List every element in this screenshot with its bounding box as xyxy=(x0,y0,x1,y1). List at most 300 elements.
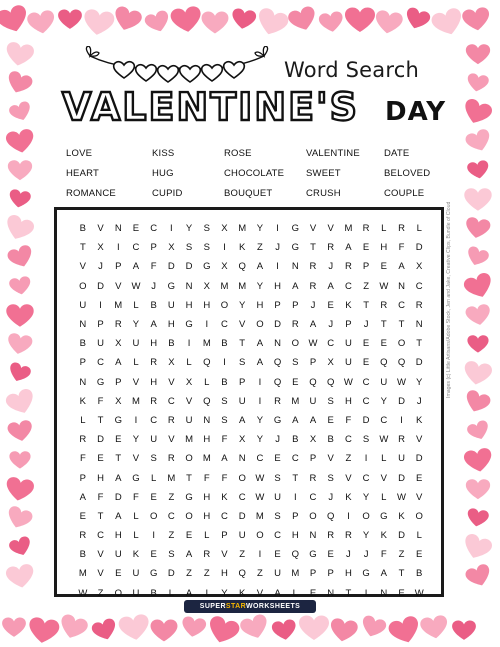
grid-letter[interactable]: H xyxy=(274,280,282,292)
grid-letter[interactable]: R xyxy=(150,395,158,407)
grid-letter[interactable]: L xyxy=(416,530,422,542)
grid-letter[interactable]: R xyxy=(327,242,335,254)
grid-letter[interactable]: Z xyxy=(97,587,104,599)
grid-letter[interactable]: O xyxy=(79,280,87,292)
grid-letter[interactable]: F xyxy=(203,472,210,484)
grid-letter[interactable]: E xyxy=(150,491,157,503)
grid-letter[interactable]: U xyxy=(132,587,140,599)
grid-letter[interactable]: V xyxy=(168,434,175,446)
grid-letter[interactable]: R xyxy=(167,414,175,426)
grid-letter[interactable]: K xyxy=(132,549,140,561)
grid-letter[interactable]: C xyxy=(291,453,299,465)
grid-letter[interactable]: M xyxy=(220,280,229,292)
grid-letter[interactable]: B xyxy=(79,338,87,350)
grid-letter[interactable]: E xyxy=(362,357,370,369)
grid-letter[interactable]: A xyxy=(239,414,246,426)
grid-letter[interactable]: B xyxy=(79,549,87,561)
grid-letter[interactable]: C xyxy=(256,453,264,465)
grid-letter[interactable]: C xyxy=(309,491,317,503)
grid-letter[interactable]: B xyxy=(168,338,175,350)
grid-letter[interactable]: Q xyxy=(397,357,406,369)
grid-letter[interactable]: O xyxy=(362,510,370,522)
grid-letter[interactable]: R xyxy=(398,223,405,235)
grid-letter[interactable]: G xyxy=(380,510,388,522)
grid-letter[interactable]: N xyxy=(291,261,299,273)
grid-letter[interactable]: O xyxy=(149,510,158,522)
grid-letter[interactable]: Z xyxy=(363,280,369,292)
grid-letter[interactable]: P xyxy=(79,472,87,484)
grid-letter[interactable]: V xyxy=(97,223,104,235)
grid-letter[interactable]: L xyxy=(133,530,139,542)
grid-letter[interactable]: C xyxy=(362,376,370,388)
grid-letter[interactable]: X xyxy=(309,434,317,446)
grid-letter[interactable]: G xyxy=(273,414,282,426)
grid-letter[interactable]: D xyxy=(185,261,193,273)
grid-letter[interactable]: R xyxy=(79,434,87,446)
grid-letter[interactable]: C xyxy=(167,395,175,407)
grid-letter[interactable]: U xyxy=(238,530,246,542)
grid-letter[interactable]: E xyxy=(79,510,87,522)
grid-letter[interactable]: H xyxy=(291,530,299,542)
grid-letter[interactable]: B xyxy=(327,434,334,446)
grid-letter[interactable]: Y xyxy=(362,530,370,542)
grid-letter[interactable]: D xyxy=(238,510,246,522)
grid-letter[interactable]: I xyxy=(170,223,173,235)
grid-letter[interactable]: B xyxy=(150,587,157,599)
grid-letter[interactable]: H xyxy=(256,299,264,311)
grid-letter[interactable]: S xyxy=(203,242,210,254)
grid-letter[interactable]: R xyxy=(79,530,87,542)
grid-letter[interactable]: T xyxy=(345,587,352,599)
grid-letter[interactable]: M xyxy=(238,280,247,292)
grid-letter[interactable]: P xyxy=(345,319,352,331)
grid-letter[interactable]: T xyxy=(398,319,405,331)
grid-letter[interactable]: N xyxy=(185,280,193,292)
grid-letter[interactable]: U xyxy=(344,357,352,369)
grid-letter[interactable]: G xyxy=(203,261,211,273)
grid-letter[interactable]: Y xyxy=(380,395,387,407)
grid-letter[interactable]: C xyxy=(362,395,370,407)
grid-letter[interactable]: W xyxy=(414,587,424,599)
grid-letter[interactable]: L xyxy=(168,587,175,599)
grid-letter[interactable]: F xyxy=(398,242,405,254)
grid-letter[interactable]: R xyxy=(398,434,405,446)
grid-letter[interactable]: P xyxy=(292,510,299,522)
grid-letter[interactable]: H xyxy=(203,491,211,503)
grid-letter[interactable]: S xyxy=(150,453,157,465)
grid-letter[interactable]: F xyxy=(133,491,139,503)
grid-letter[interactable]: Y xyxy=(132,319,140,331)
grid-letter[interactable]: Q xyxy=(273,357,282,369)
grid-letter[interactable]: J xyxy=(328,319,334,331)
grid-letter[interactable]: M xyxy=(78,568,87,580)
grid-letter[interactable]: L xyxy=(80,414,86,426)
grid-letter[interactable]: F xyxy=(221,472,228,484)
grid-letter[interactable]: E xyxy=(274,453,281,465)
grid-letter[interactable]: G xyxy=(96,376,105,388)
grid-letter[interactable]: R xyxy=(380,299,388,311)
grid-letter[interactable]: E xyxy=(416,472,423,484)
grid-letter[interactable]: R xyxy=(415,299,423,311)
grid-letter[interactable]: P xyxy=(292,299,299,311)
grid-letter[interactable]: D xyxy=(415,453,423,465)
grid-letter[interactable]: X xyxy=(115,395,122,407)
grid-letter[interactable]: W xyxy=(397,491,406,503)
grid-letter[interactable]: T xyxy=(292,472,299,484)
grid-letter[interactable]: I xyxy=(400,414,403,426)
grid-letter[interactable]: X xyxy=(221,223,228,235)
grid-letter[interactable]: I xyxy=(258,549,262,561)
grid-letter[interactable]: J xyxy=(151,280,157,292)
grid-letter[interactable]: R xyxy=(167,453,175,465)
grid-letter[interactable]: J xyxy=(328,261,334,273)
grid-letter[interactable]: V xyxy=(416,491,423,503)
grid-letter[interactable]: Q xyxy=(238,568,246,580)
grid-letter[interactable]: A xyxy=(256,357,264,369)
grid-letter[interactable]: F xyxy=(221,434,228,446)
grid-letter[interactable]: L xyxy=(381,453,387,465)
grid-letter[interactable]: G xyxy=(132,472,140,484)
grid-letter[interactable]: H xyxy=(380,242,388,254)
grid-letter[interactable]: S xyxy=(274,472,281,484)
grid-letter[interactable]: B xyxy=(150,299,157,311)
grid-letter[interactable]: Y xyxy=(239,299,246,311)
grid-letter[interactable]: D xyxy=(274,319,282,331)
grid-letter[interactable]: K xyxy=(345,491,352,503)
grid-letter[interactable]: G xyxy=(114,414,122,426)
grid-letter[interactable]: E xyxy=(132,223,140,235)
grid-letter[interactable]: X xyxy=(327,357,334,369)
grid-letter[interactable]: R xyxy=(274,395,282,407)
grid-letter[interactable]: H xyxy=(167,319,175,331)
grid-letter[interactable]: Q xyxy=(203,357,211,369)
grid-letter[interactable]: D xyxy=(167,261,175,273)
grid-letter[interactable]: L xyxy=(133,510,139,522)
grid-letter[interactable]: P xyxy=(79,357,87,369)
grid-letter[interactable]: U xyxy=(309,395,317,407)
grid-letter[interactable]: I xyxy=(293,491,297,503)
grid-letter[interactable]: D xyxy=(114,491,122,503)
grid-letter[interactable]: V xyxy=(115,280,122,292)
grid-letter[interactable]: I xyxy=(364,453,368,465)
grid-letter[interactable]: N xyxy=(309,530,317,542)
grid-letter[interactable]: L xyxy=(186,357,192,369)
grid-letter[interactable]: I xyxy=(276,261,279,273)
grid-letter[interactable]: D xyxy=(415,242,423,254)
grid-letter[interactable]: C xyxy=(150,223,158,235)
grid-letter[interactable]: S xyxy=(274,510,281,522)
grid-letter[interactable]: M xyxy=(132,395,140,407)
grid-letter[interactable]: J xyxy=(328,491,334,503)
grid-letter[interactable]: C xyxy=(97,357,104,369)
grid-letter[interactable]: P xyxy=(115,261,122,273)
grid-letter[interactable]: X xyxy=(416,261,423,273)
grid-letter[interactable]: U xyxy=(167,299,175,311)
grid-letter[interactable]: C xyxy=(167,510,175,522)
grid-letter[interactable]: R xyxy=(344,261,352,273)
grid-letter[interactable]: H xyxy=(150,338,158,350)
grid-letter[interactable]: E xyxy=(150,549,157,561)
grid-letter[interactable]: M xyxy=(202,453,211,465)
grid-letter[interactable]: T xyxy=(310,242,316,254)
grid-letter[interactable]: C xyxy=(415,280,423,292)
grid-letter[interactable]: T xyxy=(398,568,405,580)
grid-letter[interactable]: I xyxy=(223,357,226,369)
grid-letter[interactable]: P xyxy=(274,299,281,311)
grid-letter[interactable]: R xyxy=(344,530,352,542)
grid-letter[interactable]: M xyxy=(167,472,176,484)
grid-letter[interactable]: C xyxy=(344,280,352,292)
grid-letter[interactable]: M xyxy=(291,568,300,580)
grid-letter[interactable]: N xyxy=(79,376,87,388)
grid-letter[interactable]: P xyxy=(309,453,317,465)
grid-letter[interactable]: M xyxy=(344,223,353,235)
grid-letter[interactable]: V xyxy=(79,261,87,273)
grid-letter[interactable]: V xyxy=(327,223,334,235)
grid-letter[interactable]: P xyxy=(327,568,334,580)
grid-letter[interactable]: Z xyxy=(168,530,175,542)
grid-letter[interactable]: Y xyxy=(416,376,423,388)
grid-letter[interactable]: B xyxy=(292,434,299,446)
grid-letter[interactable]: E xyxy=(327,549,334,561)
grid-letter[interactable]: C xyxy=(362,472,370,484)
grid-letter[interactable]: G xyxy=(185,319,193,331)
grid-letter[interactable]: J xyxy=(363,319,369,331)
grid-letter[interactable]: A xyxy=(345,242,352,254)
grid-letter[interactable]: T xyxy=(79,242,86,254)
grid-letter[interactable]: O xyxy=(415,510,423,522)
grid-letter[interactable]: Y xyxy=(256,434,264,446)
grid-letter[interactable]: H xyxy=(221,568,228,580)
grid-letter[interactable]: I xyxy=(116,242,120,254)
grid-letter[interactable]: X xyxy=(239,434,246,446)
grid-letter[interactable]: E xyxy=(309,587,317,599)
grid-letter[interactable]: E xyxy=(327,414,334,426)
grid-letter[interactable]: V xyxy=(380,472,387,484)
grid-letter[interactable]: V xyxy=(185,395,193,407)
grid-letter[interactable]: R xyxy=(203,549,211,561)
grid-letter[interactable]: E xyxy=(185,530,193,542)
grid-letter[interactable]: M xyxy=(291,395,300,407)
grid-letter[interactable]: N xyxy=(274,338,282,350)
grid-letter[interactable]: B xyxy=(416,568,423,580)
grid-letter[interactable]: D xyxy=(97,434,104,446)
grid-letter[interactable]: O xyxy=(256,530,264,542)
grid-letter[interactable]: W xyxy=(255,491,265,503)
grid-letter[interactable]: S xyxy=(327,395,334,407)
grid-letter[interactable]: C xyxy=(221,319,228,331)
grid-letter[interactable]: H xyxy=(97,472,104,484)
grid-letter[interactable]: D xyxy=(398,395,405,407)
grid-letter[interactable]: W xyxy=(131,280,141,292)
grid-letter[interactable]: F xyxy=(97,395,104,407)
grid-letter[interactable]: E xyxy=(292,376,299,388)
grid-letter[interactable]: O xyxy=(114,587,122,599)
grid-letter[interactable]: O xyxy=(309,510,317,522)
grid-letter[interactable]: S xyxy=(203,223,210,235)
grid-letter[interactable]: E xyxy=(115,434,122,446)
grid-letter[interactable]: H xyxy=(114,530,122,542)
grid-letter[interactable]: N xyxy=(114,223,122,235)
grid-letter[interactable]: E xyxy=(327,299,334,311)
grid-letter[interactable]: K xyxy=(239,587,246,599)
grid-letter[interactable]: X xyxy=(97,242,104,254)
grid-letter[interactable]: H xyxy=(344,395,352,407)
grid-letter[interactable]: A xyxy=(309,414,317,426)
grid-letter[interactable]: N xyxy=(203,414,211,426)
grid-letter[interactable]: J xyxy=(310,299,316,311)
grid-letter[interactable]: R xyxy=(114,319,122,331)
grid-letter[interactable]: J xyxy=(98,261,103,273)
grid-letter[interactable]: L xyxy=(133,299,139,311)
grid-letter[interactable]: U xyxy=(238,395,246,407)
grid-letter[interactable]: Y xyxy=(256,223,264,235)
grid-letter[interactable]: Z xyxy=(345,453,352,465)
grid-letter[interactable]: D xyxy=(415,357,423,369)
grid-letter[interactable]: Q xyxy=(327,376,335,388)
grid-letter[interactable]: E xyxy=(362,242,370,254)
grid-letter[interactable]: I xyxy=(223,242,226,254)
grid-letter[interactable]: T xyxy=(380,319,387,331)
grid-letter[interactable]: S xyxy=(185,242,193,254)
grid-letter[interactable]: C xyxy=(97,530,104,542)
grid-letter[interactable]: O xyxy=(185,453,193,465)
grid-letter[interactable]: U xyxy=(79,299,87,311)
grid-letter[interactable]: A xyxy=(292,280,299,292)
grid-letter[interactable]: P xyxy=(115,376,122,388)
grid-letter[interactable]: G xyxy=(291,242,299,254)
grid-letter[interactable]: R xyxy=(309,261,317,273)
grid-letter[interactable]: A xyxy=(185,587,193,599)
grid-letter[interactable]: X xyxy=(115,338,122,350)
grid-letter[interactable]: H xyxy=(203,434,211,446)
grid-letter[interactable]: L xyxy=(416,223,422,235)
grid-letter[interactable]: W xyxy=(379,280,389,292)
grid-letter[interactable]: M xyxy=(114,299,123,311)
grid-letter[interactable]: A xyxy=(115,472,122,484)
grid-letter[interactable]: C xyxy=(398,299,405,311)
grid-letter[interactable]: V xyxy=(97,549,104,561)
grid-letter[interactable]: X xyxy=(221,261,228,273)
grid-letter[interactable]: N xyxy=(327,587,335,599)
grid-letter[interactable]: C xyxy=(344,434,352,446)
grid-letter[interactable]: S xyxy=(221,414,228,426)
grid-letter[interactable]: U xyxy=(185,414,193,426)
grid-letter[interactable]: C xyxy=(150,414,158,426)
grid-letter[interactable]: O xyxy=(256,319,264,331)
grid-letter[interactable]: Y xyxy=(221,587,228,599)
grid-letter[interactable]: G xyxy=(149,568,158,580)
grid-letter[interactable]: P xyxy=(97,319,104,331)
grid-letter[interactable]: S xyxy=(362,434,370,446)
grid-letter[interactable]: Q xyxy=(327,510,335,522)
grid-letter[interactable]: S xyxy=(292,357,299,369)
grid-letter[interactable]: X xyxy=(168,357,175,369)
grid-letter[interactable]: K xyxy=(380,530,387,542)
grid-letter[interactable]: F xyxy=(345,414,352,426)
grid-letter[interactable]: A xyxy=(221,453,228,465)
grid-letter[interactable]: Y xyxy=(132,434,140,446)
grid-letter[interactable]: U xyxy=(132,568,140,580)
grid-letter[interactable]: A xyxy=(256,338,264,350)
grid-letter[interactable]: W xyxy=(78,587,88,599)
grid-letter[interactable]: J xyxy=(416,395,422,407)
grid-letter[interactable]: V xyxy=(256,587,264,599)
grid-letter[interactable]: E xyxy=(97,453,104,465)
grid-letter[interactable]: Y xyxy=(256,280,264,292)
grid-letter[interactable]: R xyxy=(362,223,370,235)
grid-letter[interactable]: C xyxy=(274,530,282,542)
grid-letter[interactable]: S xyxy=(168,549,175,561)
grid-letter[interactable]: N xyxy=(238,453,246,465)
grid-letter[interactable]: Z xyxy=(256,568,263,580)
grid-letter[interactable]: Q xyxy=(238,261,246,273)
grid-letter[interactable]: N xyxy=(79,319,87,331)
grid-letter[interactable]: B xyxy=(79,223,87,235)
grid-letter[interactable]: V xyxy=(416,434,423,446)
grid-letter[interactable]: L xyxy=(292,587,298,599)
grid-letter[interactable]: C xyxy=(327,338,335,350)
grid-letter[interactable]: R xyxy=(327,530,335,542)
grid-letter[interactable]: O xyxy=(397,338,406,350)
grid-letter[interactable]: S xyxy=(327,472,334,484)
grid-letter[interactable]: O xyxy=(220,299,229,311)
grid-letter[interactable]: I xyxy=(258,395,262,407)
grid-letter[interactable]: F xyxy=(380,549,387,561)
grid-letter[interactable]: U xyxy=(274,491,282,503)
grid-letter[interactable]: V xyxy=(132,453,140,465)
grid-letter[interactable]: I xyxy=(205,319,209,331)
grid-letter[interactable]: K xyxy=(239,242,246,254)
grid-letter[interactable]: H xyxy=(344,568,352,580)
grid-letter[interactable]: T xyxy=(97,414,104,426)
grid-letter[interactable]: C xyxy=(132,242,140,254)
grid-letter[interactable]: L xyxy=(381,491,387,503)
grid-letter[interactable]: V xyxy=(345,472,352,484)
grid-letter[interactable]: L xyxy=(151,472,157,484)
grid-letter[interactable]: P xyxy=(150,242,157,254)
grid-letter[interactable]: T xyxy=(363,299,369,311)
grid-letter[interactable]: I xyxy=(364,587,368,599)
grid-letter[interactable]: U xyxy=(380,376,388,388)
grid-letter[interactable]: L xyxy=(204,376,210,388)
grid-letter[interactable]: D xyxy=(362,414,370,426)
grid-letter[interactable]: Z xyxy=(186,568,192,580)
grid-letter[interactable]: R xyxy=(309,280,317,292)
grid-letter[interactable]: Z xyxy=(256,242,263,254)
grid-letter[interactable]: S xyxy=(221,395,228,407)
grid-letter[interactable]: R xyxy=(309,472,317,484)
grid-letter[interactable]: Z xyxy=(203,568,210,580)
grid-letter[interactable]: V xyxy=(168,376,175,388)
grid-letter[interactable]: U xyxy=(344,338,352,350)
grid-letter[interactable]: E xyxy=(274,549,281,561)
grid-letter[interactable]: Q xyxy=(291,549,299,561)
grid-letter[interactable]: T xyxy=(97,510,104,522)
grid-letter[interactable]: J xyxy=(275,242,280,254)
grid-letter[interactable]: K xyxy=(221,491,228,503)
grid-letter[interactable]: A xyxy=(380,568,387,580)
grid-letter[interactable]: G xyxy=(291,223,299,235)
grid-letter[interactable]: P xyxy=(309,357,317,369)
grid-letter[interactable]: S xyxy=(239,357,246,369)
grid-letter[interactable]: D xyxy=(398,472,405,484)
grid-letter[interactable]: A xyxy=(150,319,157,331)
grid-letter[interactable]: F xyxy=(79,453,86,465)
grid-letter[interactable]: P xyxy=(309,568,317,580)
grid-letter[interactable]: A xyxy=(132,261,140,273)
grid-letter[interactable]: L xyxy=(133,357,139,369)
